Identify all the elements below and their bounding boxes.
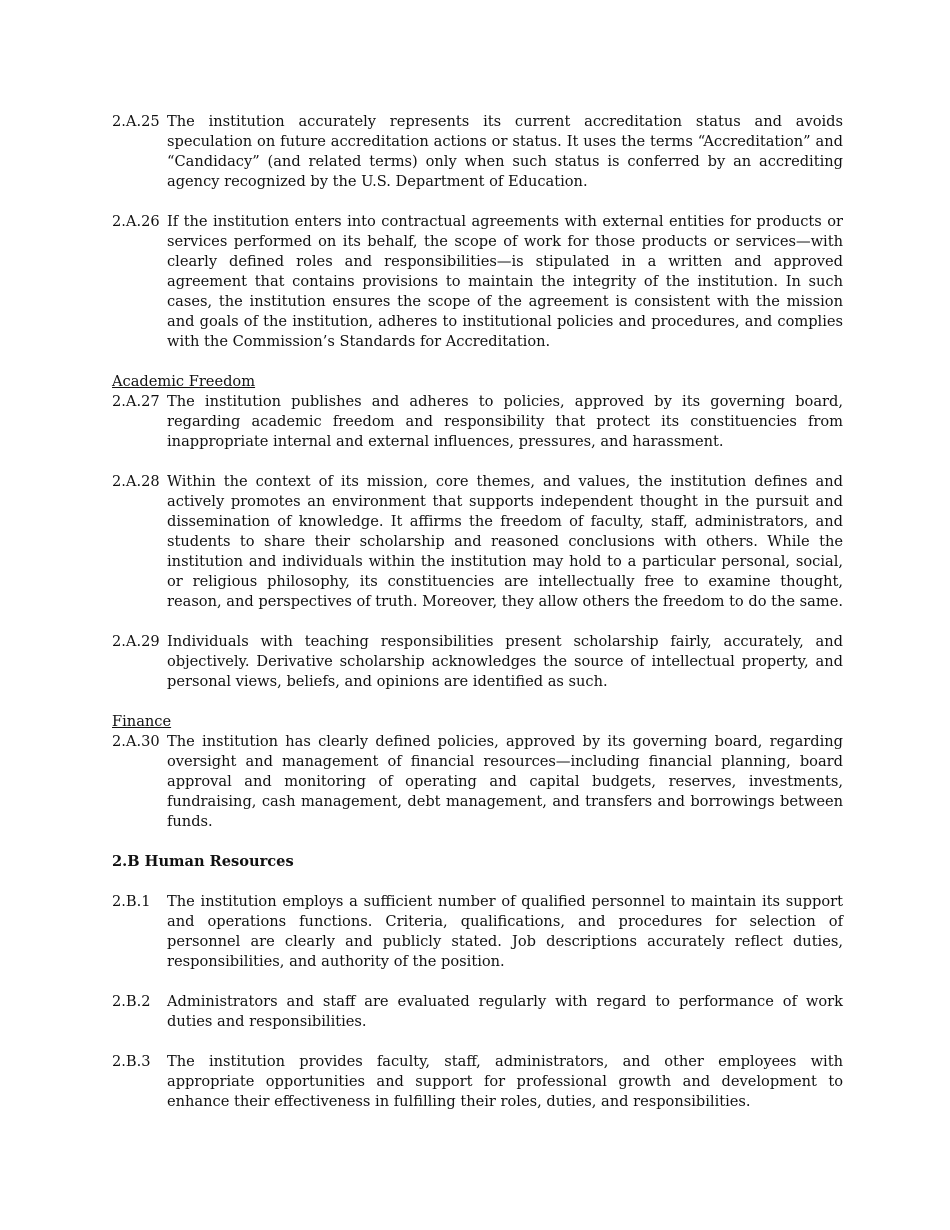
standard-number: 2.A.25	[112, 113, 160, 130]
standard-item	[112, 472, 843, 612]
standard-number: 2.B.1	[112, 893, 151, 910]
standard-text: The institution provides faculty, staff, administrators, and other employees with appropriate opportunities and support for professional growth and development to enhance their effectiveness in fulfilling their roles, duties, and responsibilities.	[167, 1053, 843, 1110]
subheading-academic-freedom: Academic Freedom	[112, 373, 256, 390]
standard-number: 2.B.2	[112, 993, 151, 1010]
standard-item	[112, 1052, 843, 1112]
standard-text: Administrators and staff are evaluated regularly with regard to performance of work duties and responsibilities.	[167, 993, 843, 1030]
standard-number: 2.A.27	[112, 393, 160, 410]
standard-item	[112, 892, 843, 972]
standard-text: The institution publishes and adheres to policies, approved by its governing board, regarding academic freedom and responsibility that protect its constituencies from inappropriate internal and external influences, pressures, and harassment.	[167, 393, 843, 450]
standard-number: 2.A.28	[112, 473, 160, 490]
standard-item	[112, 632, 843, 692]
standard-item	[112, 392, 843, 452]
standard-item	[112, 212, 843, 352]
standard-text: Individuals with teaching responsibilities present scholarship fairly, accurately, and objectively. Derivative scholarship acknowledges the source of intellectual property, and personal views, beliefs, and opinions are identified as such.	[167, 633, 843, 690]
standard-item	[112, 732, 843, 832]
standard-item	[112, 112, 843, 192]
standard-number: 2.A.30	[112, 733, 160, 750]
standard-text: If the institution enters into contractual agreements with external entities for products or services performed on its behalf, the scope of work for those products or services—with clearly defined roles and responsibilities—is stipulated in a written and approved agreement that contains provisions to maintain the integrity of the institution. In such cases, the institution ensures the scope of the agreement is consistent with the mission and goals of the institution, adheres to institutional policies and procedures, and complies with the Commission’s Standards for Accreditation.	[167, 213, 843, 350]
standard-number: 2.A.29	[112, 633, 160, 650]
standard-text: Within the context of its mission, core themes, and values, the institution defines and actively promotes an environment that supports independent thought in the pursuit and dissemination of knowledge. It affirms the freedom of faculty, staff, administrators, and students to share their scholarship and reasoned conclusions with others. While the institution and individuals within the institution may hold to a particular personal, social, or religious philosophy, its constituencies are intellectually free to examine thought, reason, and perspectives of truth. Moreover, they allow others the freedom to do the same.	[167, 473, 843, 610]
section-title-human-resources: 2.B Human Resources	[112, 853, 294, 870]
document-page	[112, 112, 843, 1132]
standard-text: The institution employs a sufficient number of qualified personnel to maintain its support and operations functions. Criteria, qualifications, and procedures for selection of personnel are clearly and publicly stated. Job descriptions accurately reflect duties, responsibilities, and authority of the position.	[167, 893, 843, 970]
standard-text: The institution accurately represents its current accreditation status and avoids speculation on future accreditation actions or status. It uses the terms “Accreditation” and “Candidacy” (and related terms) only when such status is conferred by an accrediting agency recognized by the U.S. Department of Education.	[167, 113, 843, 190]
standard-item	[112, 992, 843, 1032]
subheading-finance: Finance	[112, 713, 172, 730]
standard-text: The institution has clearly defined policies, approved by its governing board, regarding oversight and management of financial resources—including financial planning, board approval and monitoring of operating and capital budgets, reserves, investments, fundraising, cash management, debt management, and transfers and borrowings between funds.	[167, 733, 843, 830]
standard-number: 2.A.26	[112, 213, 160, 230]
standard-number: 2.B.3	[112, 1053, 151, 1070]
